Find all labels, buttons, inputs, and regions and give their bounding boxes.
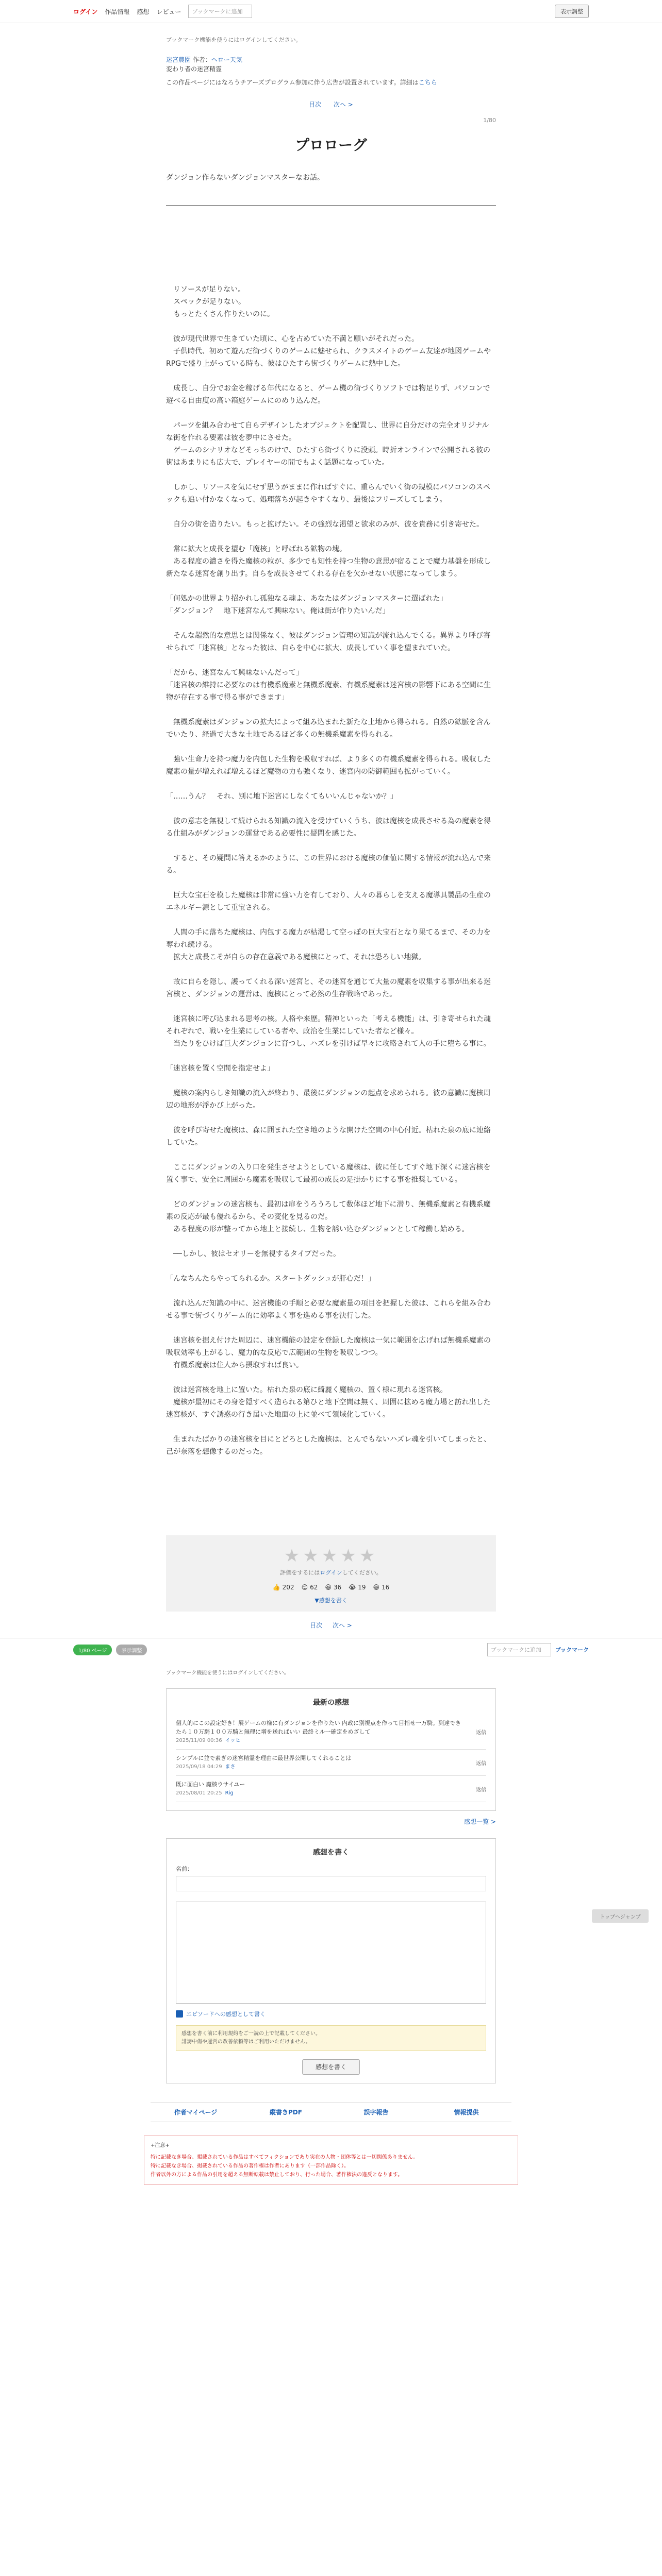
reaction-cry[interactable] [349, 1584, 366, 1591]
latest-impressions [166, 1688, 496, 1811]
copyright-notice [144, 2136, 518, 2185]
body-paragraph: リソースが足りない。 スペックが足りない。 もっとたくさん作りたいのに。 [173, 285, 274, 318]
name-label: 名前： [176, 1866, 193, 1872]
chapter-title: プロローグ [294, 137, 367, 154]
body-paragraph: 成長し、自分でお金を稼げる年代になると、ゲーム機の街づくりソフトでは物足りず、パソコンで遊べる自由度の高い箱庭ゲームにのめり込んだ。 [166, 384, 490, 405]
top-nav-bar [0, 0, 662, 23]
body-paragraph: そんな超然的な意思とは関係なく、彼はダンジョン管理の知識が流れ込んでくる。異界より呼び寄せられて「迷宮核」となった彼は、自らを中心に拡大、成長していく事を望まれていた。 [166, 632, 491, 652]
reply-link[interactable]: 返信 [476, 1760, 486, 1767]
bookmark-input-bottom[interactable]: ブックマークに追加 [487, 1643, 551, 1656]
reaction-good[interactable] [273, 1584, 294, 1591]
chapter-number: 1/80 [483, 117, 496, 124]
body-paragraph: ここにダンジョンの入り口を発生させようとしている魔核は、彼に任してすぐ地下深くに迷宮核を置く事で、安全に周囲から魔素を吸収して最初の成長の足掛かりにする事を推奨している。 [166, 1163, 491, 1184]
reaction-laugh[interactable] [325, 1584, 341, 1591]
reaction-count: 36 [333, 1584, 342, 1591]
list-item [176, 1715, 486, 1750]
series-title-link[interactable]: 迷宮農園 [166, 56, 191, 63]
rating-note: 評価をするにはログインしてください。 [280, 1569, 382, 1576]
body-paragraph: 「迷宮核を置く空間を指定せよ」 [166, 1064, 274, 1073]
body-paragraph: しかし、リソースを気にせず思うがままに作ればすぐに、重らんでいく街の規模にパソコンのスペックも追い付かなくなって、処理落ちが起きやすくなり、最後はフリーズしてしまう。 [166, 483, 491, 504]
login-notice: ブックマーク機能を使うにはログインしてください。 [166, 37, 302, 43]
name-input[interactable] [176, 1876, 486, 1891]
reaction-emoji: 😭 [349, 1584, 356, 1591]
write-warning [176, 2025, 486, 2051]
reaction-count: 202 [282, 1584, 294, 1591]
reaction-smile[interactable] [302, 1584, 318, 1591]
notice-title: +注意+ [151, 2143, 170, 2148]
episode-checkbox-row[interactable] [176, 2010, 486, 2018]
write-title: 感想を書く [313, 1849, 349, 1857]
impressions-more-link[interactable]: 感想一覧 > [464, 1818, 496, 1825]
toc-link-bottom[interactable]: 目次 [310, 1622, 323, 1629]
body-paragraph: 強い生命力を持つ魔力を内包した生物を吸収すれば、より多くの有機系魔素を得られる。吸収した魔素の量が増えれば増えるほど魔物の力も強くなり、迷宮内の防御範囲も拡がっていく。 [166, 755, 491, 776]
reaction-count: 16 [382, 1584, 390, 1591]
body-paragraph: 「……うん？ それ、別に地下迷宮にしなくてもいいんじゃないか？」 [166, 792, 398, 801]
rating-panel [166, 1535, 496, 1612]
write-impression-form [166, 1838, 496, 2083]
body-paragraph: どのダンジョンの迷宮核も、最初は扉をうろうろして数体ほど地下に潜り、無機系魔素と有機系魔素の反応が最も優れるから、その変化を見るのだ。 ある程度の形が整ってから地上と接続し、生物を誘い込むダンジョンとして稼働し始める。 [166, 1200, 491, 1233]
main-content [166, 36, 496, 1630]
body-paragraph: 迷宮核を据え付けた周辺に、迷宮機能の設定を登録した魔核は一気に範囲を広げれば無機系魔素の吸収効率も上がるし、魔力的な反応で広範囲の生物を吸収しつつ。 有機系魔素は住人から摂取すれば良い。 [166, 1336, 491, 1369]
body-paragraph: 常に拡大と成長を望む「魔核」と呼ばれる鉱物の塊。 ある程度の濃さを得た魔核の粒が、多少でも知性を持つ生物の意思が宿ることで魔力基盤を形成し新たなる迷宮を創り出す。自らを成長させてくれる存在を欠かせない状態になってしまう。 [166, 545, 491, 578]
login-link[interactable]: ログイン [73, 8, 98, 15]
reply-link[interactable]: 返信 [476, 1787, 486, 1793]
novel-body [166, 283, 496, 1458]
body-paragraph: 「何処かの世界より招かれし孤独なる魂よ、あなたはダンジョンマスターに選ばれた」 「ダンジョン？ 地下迷宮なんて興味ない。俺は街が作りたいんだ」 [166, 595, 448, 615]
bookmark-button-bottom[interactable]: ブックマーク [555, 1647, 589, 1653]
reaction-count: 19 [358, 1584, 366, 1591]
impression-date: 2025/08/01 20:25 [176, 1790, 222, 1796]
nav-item-info[interactable]: 作品情報 [105, 8, 130, 15]
reaction-count: 62 [310, 1584, 318, 1591]
body-paragraph: 「んなちんたらやってられるか。スタートダッシュが肝心だ！」 [166, 1275, 375, 1283]
reaction-emoji: 😊 [301, 1584, 308, 1591]
notice-line: 特に記載なき場合、掲載されている作品の著作権は作者にあります（一部作品除く）。 [151, 2163, 349, 2169]
toc-link[interactable]: 目次 [309, 101, 322, 108]
impression-date: 2025/11/09 00:36 [176, 1738, 222, 1743]
episode-checkbox-label: エピソードへの感想として書く [186, 2011, 266, 2018]
caution-link[interactable]: こちら [418, 79, 437, 86]
write-impression-toggle[interactable]: ▼感想を書く [315, 1597, 347, 1604]
rating-stars[interactable]: ★★★★★ [284, 1546, 378, 1566]
login-notice-bottom: ブックマーク機能を使うにはログインしてください。 [166, 1670, 289, 1676]
submit-impression-button[interactable]: 感想を書く [302, 2059, 360, 2075]
reaction-emoji: 👍 [272, 1584, 280, 1591]
body-paragraph: 流れ込んだ知識の中に、迷宮機能の手順と必要な魔素量の項目を把握した彼は、これらを組み合わせる事で街づくりゲーム的に効率よく事を進める事を決行した。 [166, 1299, 491, 1320]
impression-user[interactable]: Rig [225, 1790, 234, 1796]
list-item [176, 1776, 486, 1802]
page-indicator: 1/80 ページ [73, 1645, 112, 1655]
body-paragraph: 人間の手に落ちた魔核は、内包する魔力が枯渇して空っぽの巨大宝石となり果てるまで、その力を奪われ続ける。 拡大と成長こそが自らの存在意義である魔核にとって、それは恐ろしい地獄。 [166, 928, 491, 961]
warning-line: 感想を書く前に利用規約をご一読の上で記載してください。 [181, 2031, 321, 2037]
display-settings-pill[interactable]: 表示調整 [116, 1645, 147, 1655]
next-link-bottom[interactable]: 次へ > [332, 1622, 352, 1629]
body-paragraph: 迷宮核に呼び込まれる思考の核。人格や来歴。精神といった「考える機能」は、引き寄せられた魂それぞれで、戦いを生業にしている者や、政治を生業にしていた者など様々。 当たりをひけば巨大ダンジョンに育つし、ハズレを引けば早々に攻略されて人の手に堕ちる事に。 [166, 1015, 491, 1048]
bottom-toolbar [0, 1638, 662, 1661]
impressions-title: 最新の感想 [313, 1699, 349, 1707]
impression-user[interactable]: まさ [225, 1764, 236, 1770]
reaction-bar [166, 1584, 496, 1591]
body-paragraph: パーツを組み合わせて自らデザインしたオブジェクトを配置し、世界に自分だけの完全オリジナルな街を作れる要素は彼を夢中にさせた。 ゲームのシナリオなどそっちのけで、ひたすら街づくりに没頭。時折オンラインで公開される彼の街はあまりにも広大で、プレイヤーの間でもよく話題になっていた。 [166, 421, 491, 467]
body-paragraph: 彼の意志を無視して続けられる知識の流入を受けていくうち、彼は魔核を成長させる為の魔素を得る仕組みがダンジョンの運営である必要性に疑問を感じた。 [166, 817, 491, 838]
pager-top [166, 100, 496, 109]
impression-date: 2025/09/18 04:29 [176, 1764, 222, 1770]
lower-content [166, 1668, 496, 2083]
body-paragraph: 巨大な宝石を模した魔核は非常に強い力を有しており、人々の暮らしを支える魔導具製品の生産のエネルギー源として重宝される。 [166, 891, 491, 912]
body-paragraph: すると、その疑問に答えるかのように、この世界における魔核の価値に関する情報が流れ込んで来る。 [166, 854, 491, 875]
body-paragraph: 無機系魔素はダンジョンの拡大によって組み込まれた新たな土地から得られる。自然の鉱脈を含んでいたり、経過で大きな土地であるほど多くの無機系魔素を得られる。 [166, 718, 491, 739]
impression-text: 既に面白い 魔核ウサイユー [176, 1781, 245, 1788]
body-paragraph: ──しかし、彼はセオリーを無視するタイプだった。 [166, 1250, 341, 1258]
pager-bottom [166, 1621, 496, 1630]
notice-line: 作者以外の方による作品の引用を超える無断転載は禁止しており、行った場合、著作権法の違反となります。 [151, 2172, 403, 2178]
series-subtitle: 変わり者の迷宮精霊 [166, 65, 222, 73]
nav-item-reviews[interactable]: レビュー [156, 8, 181, 15]
body-paragraph: 彼を呼び寄せた魔核は、森に囲まれた空き地のような開けた空間の中心付近。枯れた泉の底に連絡していた。 [166, 1126, 491, 1147]
ad-caution: この作品ページにはなろうチアーズプログラム参加に伴う広告が設置されています。詳細はこちら [166, 79, 437, 86]
body-paragraph: 彼が現代世界で生きていた頃に、心を占めていた不満と願いがそれだった。 子供時代、初めて遊んだ街づくりのゲームに魅せられ、クラスメイトのゲーム友達が地図ゲームやRPGで盛り上がっている時も、彼はひたすら街づくりゲームに熱中した。 [166, 335, 491, 368]
episode-checkbox[interactable] [176, 2010, 183, 2018]
author-prefix: 作者： [192, 56, 211, 63]
impression-textarea[interactable] [176, 1902, 486, 2004]
impression-text: シンプルに並で素ぎの迷宮精霊を理由に最世界公開してくれることは [176, 1755, 352, 1761]
nav-item-impressions[interactable]: 感想 [137, 8, 150, 15]
reaction-emoji: 😄 [373, 1584, 379, 1591]
notice-line: 特に記載なき場合、掲載されている作品はすべてフィクションであり実在の人物・団体等とは一切関係ありません。 [151, 2155, 419, 2160]
series-info [166, 55, 496, 74]
body-paragraph: 魔核の案内らしき知識の流入が終わり、最後にダンジョンの起点を求められる。彼の意識に魔核周辺の地形が浮かび上がった。 [166, 1089, 491, 1110]
footer-links [151, 2102, 511, 2122]
display-settings-button[interactable]: 表示調整 [555, 5, 589, 18]
vertical-pdf-link[interactable]: 縦書きPDF [270, 2109, 302, 2116]
chapter-preface: ダンジョン作らないダンジョンマスターなお話。 [166, 172, 496, 206]
bookmark-button[interactable]: ブックマークに追加 [188, 5, 252, 18]
reaction-emoji: 😆 [325, 1584, 332, 1591]
impression-text: 個人的にこの設定好き！展ゲームの様に有ダンジョンを作りたい 内政に別視点を作って目指せ一万騎。到達できたら１０万騎１００万騎と無理に増を送ればいい 最終ミル一確定をめざして [176, 1720, 461, 1735]
impression-user[interactable]: イッヒ [225, 1738, 241, 1743]
typo-report-link[interactable]: 誤字報告 [363, 2109, 389, 2116]
reaction-happy[interactable] [373, 1584, 389, 1591]
author-link[interactable]: ヘロー天気 [211, 56, 242, 63]
body-paragraph: 生まれたばかりの迷宮核を目にとどろとした魔核は、とんでもないハズレ魂を引いてしまったと、己が奈落を想像するのだった。 [166, 1435, 491, 1456]
list-item [176, 1750, 486, 1776]
body-paragraph: 「だから、迷宮なんて興味ないんだって」 「迷宮核の維持に必要なのは有機系魔素と無機系魔素、有機系魔素は迷宮核の影響下にある空間に生物が存在する事で得る事ができます」 [166, 669, 491, 702]
reply-link[interactable]: 返信 [476, 1730, 486, 1736]
info-provide-link[interactable]: 情報提供 [454, 2109, 479, 2116]
warning-line: 誹謗中傷や運営の改善依頼等はご利用いただけません。 [181, 2039, 311, 2045]
rating-login-link[interactable]: ログイン [320, 1569, 342, 1576]
next-link[interactable]: 次へ > [333, 101, 353, 108]
body-paragraph: 自分の街を造りたい。もっと拡げたい。その強烈な渇望と欲求のみが、彼を貴務に引き寄せた。 [166, 520, 484, 529]
jump-to-top-button[interactable]: トップへジャンプ [592, 1909, 649, 1923]
body-paragraph: 彼は迷宮核を地上に置いた。枯れた泉の底に綺麗く魔核の、置く様に現れる迷宮核。 魔核が最初にその身を隠すべく造られる第ひと地下空間は無く、周囲に拡める魔力場と訪れ出した迷宮核が、すぐ誘惑の行き届いた地面の上に並べて領域化していく。 [166, 1386, 491, 1419]
body-paragraph: 故に自らを隠し、護ってくれる深い迷宮と、その迷宮を通じて大量の魔素を収集する事が出来る迷宮核と、ダンジョンの運営は、魔核にとって必然の生存戦略であった。 [166, 978, 491, 998]
author-page-link[interactable]: 作者マイページ [174, 2109, 218, 2116]
